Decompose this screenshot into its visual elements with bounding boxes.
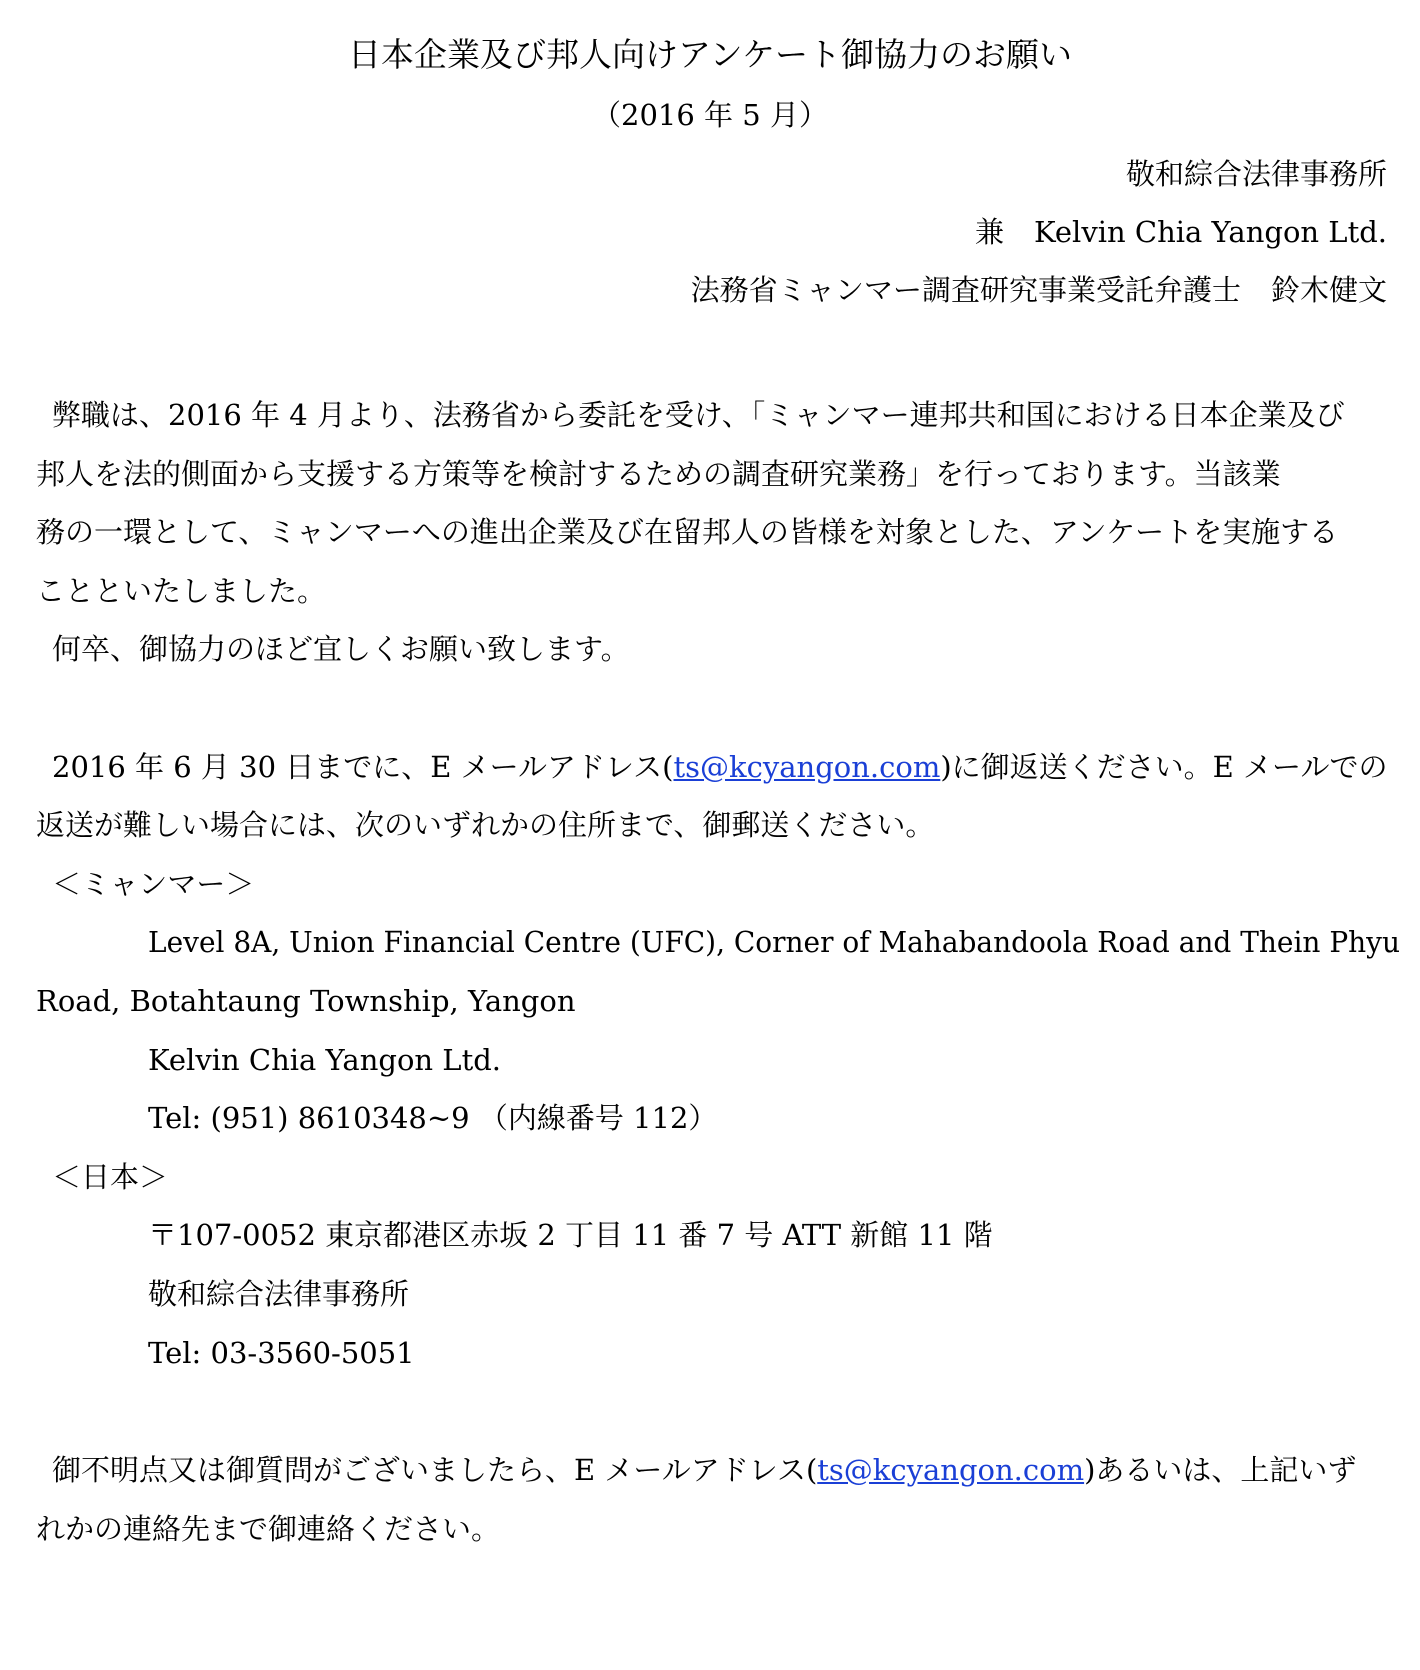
document-title: 日本企業及び邦人向けアンケート御協力のお願い: [347, 35, 1073, 74]
intro-line-4: ことといたしました。: [36, 574, 327, 608]
intro-line-2: 邦人を法的側面から支援する方策等を検討するための調査研究業務」を行っております。当該業: [36, 457, 1281, 491]
closing-line-2: れかの連絡先まで御連絡ください。: [36, 1512, 501, 1546]
closing-text-after: )あるいは、上記いず: [1084, 1453, 1357, 1487]
japan-heading: ＜日本＞: [52, 1160, 169, 1194]
sender-role-line: [691, 270, 1387, 310]
intro-line-3: 務の一環として、ミャンマーへの進出企業及び在留邦人の皆様を対象とした、アンケートを実施する: [36, 515, 1339, 549]
return-text-before: 2016 年 6 月 30 日までに、E メールアドレス(: [52, 750, 674, 784]
return-email-link[interactable]: ts@kcyangon.com: [673, 750, 941, 784]
intro-line-1: 弊職は、2016 年 4 月より、法務省から委託を受け、「ミャンマー連邦共和国における日本企業及び: [52, 398, 1345, 432]
affiliation-company: Kelvin Chia Yangon Ltd.: [1034, 215, 1387, 249]
closing-email-link[interactable]: ts@kcyangon.com: [817, 1453, 1085, 1487]
return-line-2: 返送が難しい場合には、次のいずれかの住所まで、御郵送ください。: [36, 808, 935, 842]
myanmar-company: Kelvin Chia Yangon Ltd.: [148, 1043, 501, 1077]
myanmar-address-line-2: Road, Botahtaung Township, Yangon: [36, 984, 576, 1018]
affiliation-prefix: 兼: [974, 215, 1004, 249]
closing-text-before: 御不明点又は御質問がございましたら、E メールアドレス(: [52, 1453, 818, 1487]
document-date: （2016 年 5 月）: [592, 98, 828, 132]
myanmar-tel: Tel: (951) 8610348~9 （内線番号 112）: [148, 1101, 718, 1135]
return-text-after: )に御返送ください。E メールでの: [940, 750, 1388, 784]
sender-role: 法務省ミャンマー調査研究事業受託弁護士: [690, 273, 1241, 307]
japan-company: 敬和綜合法律事務所: [148, 1277, 410, 1311]
sender-name: 鈴木健文: [1270, 273, 1387, 307]
japan-address: 〒107-0052 東京都港区赤坂 2 丁目 11 番 7 号 ATT 新館 11 階: [148, 1218, 993, 1252]
japan-tel: Tel: 03-3560-5051: [148, 1336, 415, 1370]
sender-affiliation: [975, 212, 1387, 252]
closing-line-1: [52, 1450, 1356, 1490]
myanmar-heading: ＜ミャンマー＞: [52, 867, 255, 901]
return-line-1: [52, 747, 1387, 787]
intro-line-5: 何卒、御協力のほど宜しくお願い致します。: [52, 632, 630, 666]
myanmar-address-line-1: Level 8A, Union Financial Centre (UFC), Corner of Mahabandoola Road and Thein Phyu: [148, 925, 1401, 959]
sender-firm: 敬和綜合法律事務所: [1125, 157, 1387, 191]
